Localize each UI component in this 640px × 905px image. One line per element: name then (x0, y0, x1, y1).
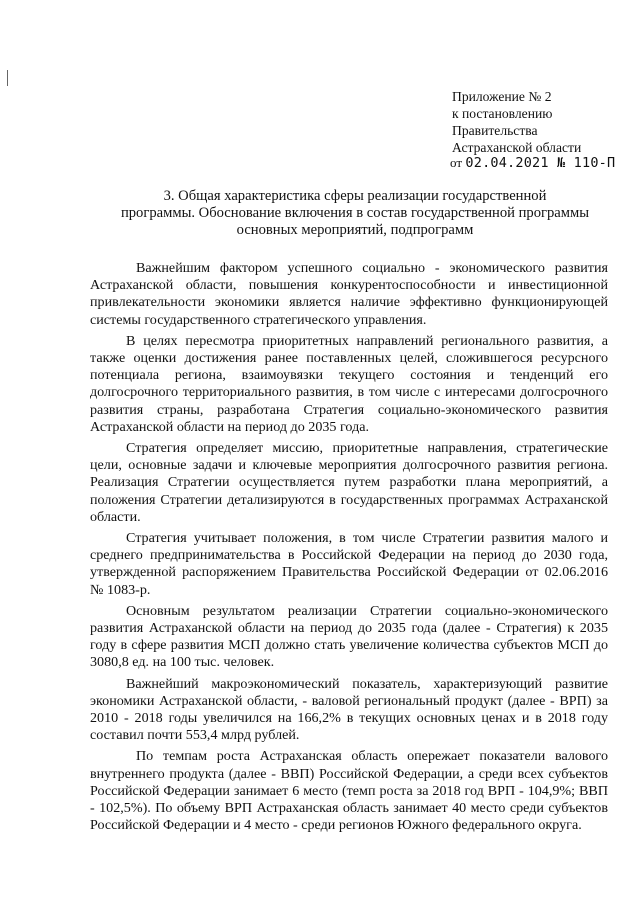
paragraph: Основным результатом реализации Стратегии социально-экономического развития Астраханской области на период до 2035 года (далее - Стратегия) к 2035 году в сфере развития МСП должно стать увеличение количества субъектов МСП до 3080,8 ед. на 100 тыс. человек. (90, 602, 608, 671)
paragraph: Стратегия определяет миссию, приоритетные направления, стратегические цели, основные задачи и ключевые мероприятия долгосрочного развития региона. Реализация Стратегии осуществляется путем разработки плана мероприятий, а положения Стратегии детализируются в государственных программах Астраханской области. (90, 440, 608, 525)
paragraph: По темпам роста Астраханская область опережает показатели валового внутреннего продукта (далее - ВВП) Российской Федерации, а среди всех субъектов Российской Федерации занимает 6 место (темп роста за 2018 год ВРП - 104,9%; ВВП - 102,5%). По объему ВРП Астраханская область занимает 40 место среди субъектов Российской Федерации и 4 место - среди регионов Южного федерального округа. (90, 748, 608, 834)
paragraph: Стратегия учитывает положения, в том числе Стратегии развития малого и среднего предпринимательства в Российской Федерации на период до 2030 года, утвержденной распоряжением Правительства Российской Федерации от 02.06.2016 № 1083-р. (90, 530, 608, 598)
paragraph: В целях пересмотра приоритетных направлений регионального развития, а также оценки достижения ранее поставленных целей, сложившегося ресурсного потенциала региона, взаимоувязки текущего состояния и тенденций его долгосрочного территориального развития, в том числе с интересами долгосрочного развития страны, разработана Стратегия социально-экономического развития Астраханской области на период до 2035 года. (90, 332, 608, 435)
paragraph: Важнейшим фактором успешного социально - экономического развития Астраханской области, повышения конкурентоспособности и инвестиционной привлекательности экономики является наличие эффективно функционирующей системы государственного стратегического управления. (90, 260, 608, 328)
section-heading-line-2: программы. Обоснование включения в состав государственной программы (120, 205, 590, 221)
section-heading (90, 188, 620, 239)
paragraph: Важнейший макроэкономический показатель, характеризующий развитие экономики Астраханской области, - валовой региональный продукт (далее - ВРП) за 2010 - 2018 годы увеличился на 166,2% в текущих основных ценах и в 2018 году составил почти 553,4 млрд рублей. (90, 675, 608, 744)
appendix-authority: Правительства (452, 123, 538, 138)
decree-date-line (450, 154, 635, 172)
scan-edge-mark (7, 70, 8, 86)
date-prefix: от (450, 155, 463, 170)
section-heading-line-1: 3. Общая характеристика сферы реализации государственной (163, 188, 547, 204)
approval-block (452, 88, 637, 172)
appendix-reference: к постановлению (452, 106, 553, 121)
appendix-region: Астраханской области (452, 140, 582, 155)
section-heading-line-3: основных мероприятий, подпрограмм (236, 222, 474, 238)
section-body (90, 260, 608, 839)
decree-date-stamp: 02.04.2021 № 110-П (465, 155, 616, 171)
appendix-number: Приложение № 2 (452, 89, 552, 104)
